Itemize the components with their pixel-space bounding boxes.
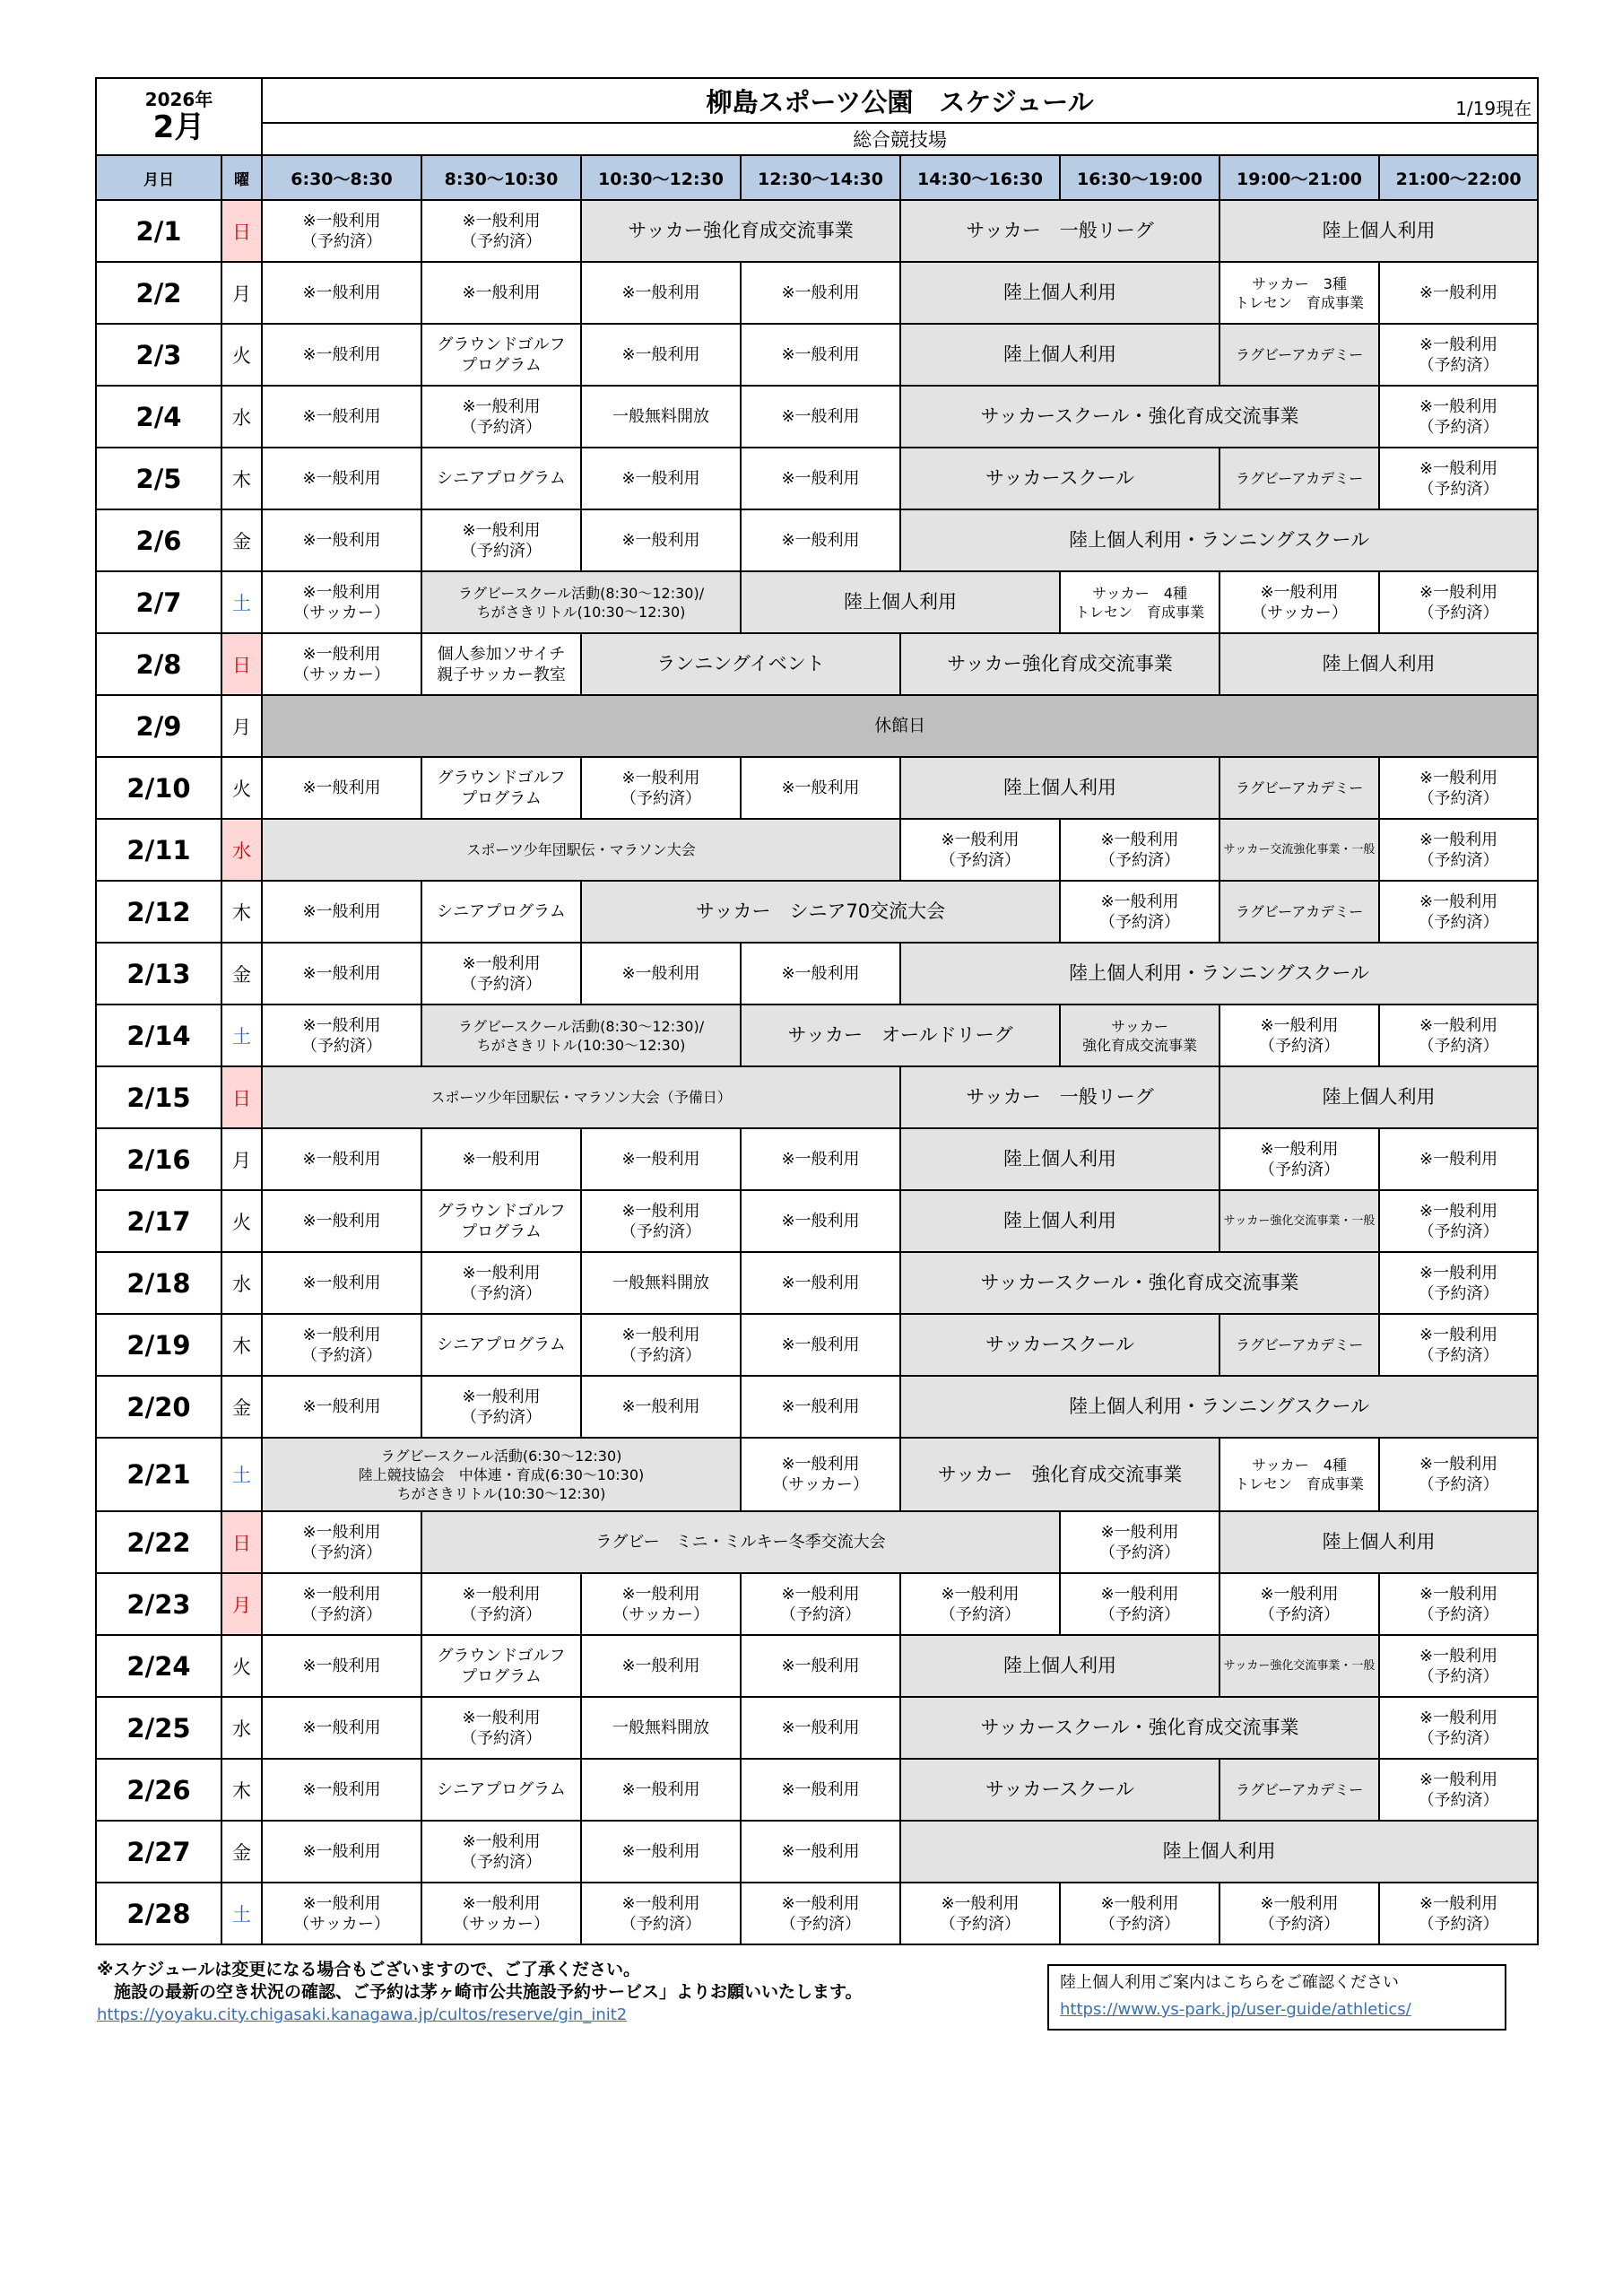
schedule-cell: ※一般利用 （予約済）	[900, 1573, 1060, 1635]
schedule-cell: ※一般利用 （予約済）	[1060, 1883, 1219, 1944]
schedule-cell: ※一般利用 （予約済）	[581, 1314, 741, 1376]
schedule-cell: ※一般利用 （予約済）	[1379, 1004, 1538, 1066]
row-day-of-week: 水	[221, 819, 262, 881]
schedule-cell: ※一般利用 （サッカー）	[741, 1438, 900, 1511]
row-day-of-week: 火	[221, 1635, 262, 1697]
schedule-cell: ※一般利用 （予約済）	[1379, 819, 1538, 881]
title-cell	[262, 78, 1538, 123]
row-date: 2/5	[96, 448, 221, 509]
schedule-cell: 一般無料開放	[581, 1252, 741, 1314]
schedule-cell: 陸上個人利用	[900, 1190, 1219, 1252]
schedule-cell: ラグビーアカデミー	[1219, 1759, 1379, 1821]
schedule-cell: ※一般利用 （予約済）	[741, 1573, 900, 1635]
schedule-cell: ラグビースクール活動(6:30～12:30) 陸上競技協会 中体連・育成(6:30～10:30) ちがさきリトル(10:30～12:30)	[262, 1438, 741, 1511]
schedule-cell: ※一般利用 （予約済）	[581, 757, 741, 819]
schedule-cell: シニアプログラム	[421, 448, 581, 509]
schedule-cell: ※一般利用 （予約済）	[581, 1190, 741, 1252]
schedule-cell: ※一般利用 （サッカー）	[262, 1883, 421, 1944]
schedule-cell: スポーツ少年団駅伝・マラソン大会（予備日）	[262, 1066, 900, 1128]
closed-day-cell: 休館日	[262, 695, 1538, 757]
schedule-cell: ラグビーアカデミー	[1219, 757, 1379, 819]
schedule-cell: ※一般利用 （予約済）	[1379, 757, 1538, 819]
row-date: 2/28	[96, 1883, 221, 1944]
row-date: 2/4	[96, 386, 221, 448]
schedule-cell: シニアプログラム	[421, 1314, 581, 1376]
table-row	[96, 1314, 1538, 1376]
row-date: 2/6	[96, 509, 221, 571]
row-date: 2/20	[96, 1376, 221, 1438]
schedule-cell: ※一般利用	[262, 509, 421, 571]
row-day-of-week: 火	[221, 1190, 262, 1252]
row-day-of-week: 月	[221, 1573, 262, 1635]
table-row	[96, 571, 1538, 633]
table-row	[96, 1190, 1538, 1252]
row-date: 2/1	[96, 200, 221, 262]
table-row	[96, 943, 1538, 1004]
row-date: 2/11	[96, 819, 221, 881]
table-row	[96, 386, 1538, 448]
schedule-cell: ※一般利用 （予約済）	[421, 1573, 581, 1635]
table-row	[96, 200, 1538, 262]
row-day-of-week: 金	[221, 943, 262, 1004]
schedule-cell: ※一般利用 （予約済）	[1060, 1511, 1219, 1573]
column-header-slot: 6:30～8:30	[262, 155, 421, 200]
schedule-cell: 陸上個人利用	[1219, 200, 1538, 262]
month-label: 2月	[152, 109, 205, 145]
schedule-cell: グラウンドゴルフ プログラム	[421, 1635, 581, 1697]
schedule-cell: ※一般利用 （予約済）	[1379, 1314, 1538, 1376]
schedule-cell: 陸上個人利用	[900, 1128, 1219, 1190]
schedule-cell: ※一般利用 （予約済）	[421, 1376, 581, 1438]
schedule-table	[95, 77, 1539, 1945]
table-row	[96, 324, 1538, 386]
schedule-cell: ※一般利用 （予約済）	[581, 1883, 741, 1944]
schedule-sheet	[95, 77, 1537, 1945]
schedule-cell: サッカー強化交流事業・一般	[1219, 1635, 1379, 1697]
schedule-cell: ※一般利用 （予約済）	[262, 1573, 421, 1635]
schedule-cell: ※一般利用	[741, 1252, 900, 1314]
notes-section	[97, 1959, 994, 2026]
schedule-body	[96, 200, 1538, 1944]
schedule-cell: 陸上個人利用	[900, 1821, 1538, 1883]
schedule-cell: ※一般利用 （予約済）	[1219, 1573, 1379, 1635]
schedule-cell: ※一般利用 （予約済）	[1379, 1759, 1538, 1821]
schedule-cell: サッカースクール・強化育成交流事業	[900, 386, 1379, 448]
row-day-of-week: 土	[221, 571, 262, 633]
schedule-cell: ラグビーアカデミー	[1219, 448, 1379, 509]
schedule-cell: ※一般利用 （予約済）	[1379, 386, 1538, 448]
schedule-cell: ※一般利用	[741, 1128, 900, 1190]
schedule-cell: サッカースクール・強化育成交流事業	[900, 1697, 1379, 1759]
schedule-cell: ※一般利用 （サッカー）	[581, 1573, 741, 1635]
table-row	[96, 509, 1538, 571]
row-date: 2/14	[96, 1004, 221, 1066]
table-row	[96, 1635, 1538, 1697]
row-day-of-week: 金	[221, 1821, 262, 1883]
schedule-cell: ※一般利用 （予約済）	[421, 1252, 581, 1314]
row-date: 2/15	[96, 1066, 221, 1128]
schedule-cell: ※一般利用 （サッカー）	[262, 633, 421, 695]
row-date: 2/8	[96, 633, 221, 695]
schedule-cell: グラウンドゴルフ プログラム	[421, 757, 581, 819]
row-day-of-week: 月	[221, 1128, 262, 1190]
schedule-cell: ※一般利用	[741, 1376, 900, 1438]
schedule-cell: ※一般利用	[262, 262, 421, 324]
schedule-cell: サッカー 強化育成交流事業	[900, 1438, 1219, 1511]
row-date: 2/13	[96, 943, 221, 1004]
schedule-cell: ラグビーアカデミー	[1219, 881, 1379, 943]
row-date: 2/10	[96, 757, 221, 819]
schedule-cell: ※一般利用	[262, 1697, 421, 1759]
schedule-cell: 陸上個人利用・ランニングスクール	[900, 509, 1538, 571]
schedule-cell: ※一般利用	[581, 262, 741, 324]
schedule-cell: 一般無料開放	[581, 386, 741, 448]
page-title: 柳島スポーツ公園 スケジュール	[706, 86, 1094, 117]
column-header-date: 月日	[96, 155, 221, 200]
row-date: 2/19	[96, 1314, 221, 1376]
as-of-date: 1/19現在	[1455, 98, 1532, 119]
table-row	[96, 633, 1538, 695]
schedule-cell: ※一般利用	[581, 1821, 741, 1883]
row-day-of-week: 土	[221, 1883, 262, 1944]
schedule-cell: 一般無料開放	[581, 1697, 741, 1759]
schedule-cell: ※一般利用 （予約済）	[421, 1697, 581, 1759]
schedule-cell: サッカー シニア70交流大会	[581, 881, 1060, 943]
schedule-cell: シニアプログラム	[421, 881, 581, 943]
table-row	[96, 1128, 1538, 1190]
schedule-cell: サッカー オールドリーグ	[741, 1004, 1060, 1066]
schedule-cell: サッカースクール	[900, 1314, 1219, 1376]
schedule-cell: サッカー 3種 トレセン 育成事業	[1219, 262, 1379, 324]
schedule-cell: ※一般利用 （予約済）	[421, 509, 581, 571]
schedule-cell: ※一般利用	[581, 324, 741, 386]
note-line-2: 施設の最新の空き状況の確認、ご予約は茅ヶ崎市公共施設予約サービス」よりお願いいたします。	[97, 1982, 863, 2002]
schedule-cell: ※一般利用	[741, 757, 900, 819]
schedule-cell: ※一般利用	[741, 1635, 900, 1697]
table-row	[96, 1004, 1538, 1066]
schedule-cell: サッカー 一般リーグ	[900, 200, 1219, 262]
schedule-cell: ※一般利用 （予約済）	[1379, 571, 1538, 633]
athletics-info-link[interactable]: https://www.ys-park.jp/user-guide/athletics/	[1060, 2000, 1411, 2019]
schedule-cell: ※一般利用	[421, 262, 581, 324]
schedule-cell: ※一般利用	[262, 1252, 421, 1314]
schedule-cell: ラグビー ミニ・ミルキー冬季交流大会	[421, 1511, 1060, 1573]
row-day-of-week: 水	[221, 386, 262, 448]
schedule-cell: ※一般利用	[741, 509, 900, 571]
row-day-of-week: 水	[221, 1252, 262, 1314]
table-row	[96, 1883, 1538, 1944]
table-row	[96, 1821, 1538, 1883]
schedule-cell: ※一般利用	[262, 1635, 421, 1697]
schedule-cell: 陸上個人利用	[900, 1635, 1219, 1697]
row-day-of-week: 水	[221, 1697, 262, 1759]
schedule-cell: ※一般利用	[741, 448, 900, 509]
schedule-cell: ラグビースクール活動(8:30～12:30)/ ちがさきリトル(10:30～12:30)	[421, 571, 741, 633]
schedule-cell: シニアプログラム	[421, 1759, 581, 1821]
schedule-cell: ※一般利用 （予約済）	[421, 386, 581, 448]
row-date: 2/26	[96, 1759, 221, 1821]
row-date: 2/27	[96, 1821, 221, 1883]
schedule-cell: 陸上個人利用	[1219, 633, 1538, 695]
schedule-cell: サッカー交流強化事業・一般	[1219, 819, 1379, 881]
schedule-cell: ※一般利用 （予約済）	[1379, 1883, 1538, 1944]
schedule-cell: 陸上個人利用	[1219, 1511, 1538, 1573]
row-day-of-week: 月	[221, 695, 262, 757]
schedule-cell: ※一般利用	[741, 1190, 900, 1252]
row-day-of-week: 木	[221, 1314, 262, 1376]
schedule-cell: ※一般利用 （予約済）	[1379, 1635, 1538, 1697]
row-date: 2/18	[96, 1252, 221, 1314]
row-day-of-week: 木	[221, 881, 262, 943]
column-header-slot: 21:00～22:00	[1379, 155, 1538, 200]
year-label: 2026年	[144, 89, 213, 110]
schedule-cell: ※一般利用	[262, 448, 421, 509]
row-day-of-week: 火	[221, 757, 262, 819]
column-header-slot: 8:30～10:30	[421, 155, 581, 200]
schedule-cell: ※一般利用	[1379, 262, 1538, 324]
column-header-slot: 16:30～19:00	[1060, 155, 1219, 200]
schedule-cell: 陸上個人利用	[1219, 1066, 1538, 1128]
row-date: 2/24	[96, 1635, 221, 1697]
schedule-cell: ※一般利用	[581, 1635, 741, 1697]
schedule-cell: ※一般利用 （サッカー）	[1219, 571, 1379, 633]
row-day-of-week: 日	[221, 200, 262, 262]
schedule-cell: ※一般利用 （予約済）	[1379, 324, 1538, 386]
schedule-cell: ※一般利用 （予約済）	[1379, 1697, 1538, 1759]
schedule-cell: ※一般利用 （予約済）	[262, 1314, 421, 1376]
schedule-cell: ※一般利用 （予約済）	[421, 943, 581, 1004]
schedule-cell: サッカースクール	[900, 448, 1219, 509]
schedule-cell: ※一般利用 （予約済）	[1379, 881, 1538, 943]
schedule-cell: ※一般利用	[741, 1759, 900, 1821]
table-row	[96, 1573, 1538, 1635]
schedule-cell: ※一般利用 （予約済）	[1219, 1128, 1379, 1190]
row-day-of-week: 土	[221, 1004, 262, 1066]
schedule-cell: ※一般利用 （予約済）	[1219, 1004, 1379, 1066]
table-row	[96, 1697, 1538, 1759]
schedule-cell: ※一般利用	[262, 757, 421, 819]
schedule-cell: ※一般利用	[262, 1190, 421, 1252]
schedule-cell: ※一般利用	[741, 1821, 900, 1883]
schedule-cell: ※一般利用	[581, 1759, 741, 1821]
schedule-cell: サッカースクール	[900, 1759, 1219, 1821]
schedule-cell: ※一般利用	[262, 943, 421, 1004]
schedule-cell: ※一般利用	[262, 1376, 421, 1438]
schedule-cell: ※一般利用 （予約済）	[421, 1821, 581, 1883]
row-date: 2/12	[96, 881, 221, 943]
row-day-of-week: 火	[221, 324, 262, 386]
schedule-cell: サッカー強化育成交流事業	[900, 633, 1219, 695]
schedule-cell: ※一般利用 （予約済）	[1379, 1438, 1538, 1511]
schedule-cell: ※一般利用 （予約済）	[741, 1883, 900, 1944]
schedule-cell: スポーツ少年団駅伝・マラソン大会	[262, 819, 900, 881]
schedule-cell: ※一般利用 （予約済）	[900, 819, 1060, 881]
schedule-cell: ※一般利用	[581, 1128, 741, 1190]
table-row	[96, 881, 1538, 943]
schedule-cell: 陸上個人利用	[900, 262, 1219, 324]
schedule-cell: ※一般利用	[741, 386, 900, 448]
schedule-cell: ※一般利用	[581, 1376, 741, 1438]
row-day-of-week: 木	[221, 448, 262, 509]
schedule-cell: ※一般利用	[581, 943, 741, 1004]
row-day-of-week: 土	[221, 1438, 262, 1511]
schedule-cell: ※一般利用	[262, 324, 421, 386]
column-header-slot: 10:30～12:30	[581, 155, 741, 200]
athletics-info-text: 陸上個人利用ご案内はこちらをご確認ください	[1060, 1973, 1399, 1992]
schedule-cell: ※一般利用	[741, 1697, 900, 1759]
schedule-cell: 陸上個人利用・ランニングスクール	[900, 943, 1538, 1004]
schedule-cell: 陸上個人利用	[741, 571, 1060, 633]
schedule-cell: ※一般利用	[741, 1314, 900, 1376]
column-header-slot: 14:30～16:30	[900, 155, 1060, 200]
row-date: 2/7	[96, 571, 221, 633]
schedule-cell: サッカー強化交流事業・一般	[1219, 1190, 1379, 1252]
schedule-cell: ※一般利用	[581, 448, 741, 509]
schedule-cell: ※一般利用	[421, 1128, 581, 1190]
schedule-cell: ※一般利用 （サッカー）	[421, 1883, 581, 1944]
schedule-cell: ※一般利用 （予約済）	[1379, 1573, 1538, 1635]
row-date: 2/21	[96, 1438, 221, 1511]
schedule-cell: ランニングイベント	[581, 633, 900, 695]
table-row	[96, 1511, 1538, 1573]
schedule-cell: ※一般利用 （予約済）	[1219, 1883, 1379, 1944]
row-day-of-week: 金	[221, 1376, 262, 1438]
schedule-cell: ※一般利用 （予約済）	[421, 200, 581, 262]
schedule-cell: ※一般利用 （予約済）	[900, 1883, 1060, 1944]
schedule-cell: ※一般利用	[581, 509, 741, 571]
schedule-cell: ラグビーアカデミー	[1219, 1314, 1379, 1376]
schedule-cell: ※一般利用	[741, 262, 900, 324]
schedule-cell: ※一般利用 （予約済）	[1060, 819, 1219, 881]
table-row	[96, 819, 1538, 881]
row-date: 2/9	[96, 695, 221, 757]
schedule-cell: ※一般利用	[262, 881, 421, 943]
schedule-cell: ※一般利用	[262, 1759, 421, 1821]
schedule-cell: ※一般利用	[262, 1128, 421, 1190]
schedule-cell: サッカー強化育成交流事業	[581, 200, 900, 262]
row-day-of-week: 日	[221, 1511, 262, 1573]
row-day-of-week: 日	[221, 633, 262, 695]
table-row	[96, 757, 1538, 819]
row-date: 2/25	[96, 1697, 221, 1759]
table-row	[96, 1252, 1538, 1314]
row-date: 2/22	[96, 1511, 221, 1573]
row-day-of-week: 日	[221, 1066, 262, 1128]
schedule-cell: サッカー 強化育成交流事業	[1060, 1004, 1219, 1066]
year-month-cell	[96, 78, 262, 155]
table-row	[96, 1759, 1538, 1821]
column-header-dow: 曜	[221, 155, 262, 200]
schedule-cell: ※一般利用 （予約済）	[1060, 881, 1219, 943]
table-row	[96, 448, 1538, 509]
schedule-cell: 陸上個人利用	[900, 324, 1219, 386]
athletics-info-box	[1047, 1964, 1506, 2031]
schedule-cell: ※一般利用	[741, 943, 900, 1004]
schedule-cell: ※一般利用 （予約済）	[1379, 448, 1538, 509]
row-day-of-week: 金	[221, 509, 262, 571]
schedule-cell: ※一般利用 （予約済）	[262, 1004, 421, 1066]
table-row	[96, 1376, 1538, 1438]
schedule-cell: 陸上個人利用・ランニングスクール	[900, 1376, 1538, 1438]
schedule-cell: ※一般利用 （予約済）	[262, 200, 421, 262]
reservation-link[interactable]: https://yoyaku.city.chigasaki.kanagawa.jp/cultos/reserve/gin_init2	[97, 2005, 628, 2024]
table-row	[96, 695, 1538, 757]
schedule-cell: サッカー 4種 トレセン 育成事業	[1219, 1438, 1379, 1511]
venue-label: 総合競技場	[262, 123, 1538, 155]
row-day-of-week: 木	[221, 1759, 262, 1821]
schedule-cell: グラウンドゴルフ プログラム	[421, 1190, 581, 1252]
table-row	[96, 1438, 1538, 1511]
schedule-cell: ※一般利用 （予約済）	[1379, 1252, 1538, 1314]
row-date: 2/2	[96, 262, 221, 324]
row-date: 2/16	[96, 1128, 221, 1190]
row-day-of-week: 月	[221, 262, 262, 324]
schedule-cell: ※一般利用 （サッカー）	[262, 571, 421, 633]
schedule-cell: ※一般利用 （予約済）	[1379, 1190, 1538, 1252]
schedule-cell: ※一般利用	[262, 386, 421, 448]
schedule-cell: サッカー 4種 トレセン 育成事業	[1060, 571, 1219, 633]
column-header-slot: 12:30～14:30	[741, 155, 900, 200]
schedule-cell: サッカー 一般リーグ	[900, 1066, 1219, 1128]
schedule-cell: ※一般利用	[741, 324, 900, 386]
schedule-cell: ※一般利用	[262, 1821, 421, 1883]
column-header-row	[96, 155, 1538, 200]
schedule-cell: グラウンドゴルフ プログラム	[421, 324, 581, 386]
schedule-cell: ラグビースクール活動(8:30～12:30)/ ちがさきリトル(10:30～12:30)	[421, 1004, 741, 1066]
schedule-cell: ※一般利用 （予約済）	[1060, 1573, 1219, 1635]
row-date: 2/3	[96, 324, 221, 386]
schedule-cell: ※一般利用 （予約済）	[262, 1511, 421, 1573]
row-date: 2/17	[96, 1190, 221, 1252]
schedule-cell: 個人参加ソサイチ 親子サッカー教室	[421, 633, 581, 695]
note-line-1: ※スケジュールは変更になる場合もございますので、ご了承ください。	[97, 1960, 640, 1979]
schedule-cell: 陸上個人利用	[900, 757, 1219, 819]
schedule-cell: ラグビーアカデミー	[1219, 324, 1379, 386]
column-header-slot: 19:00～21:00	[1219, 155, 1379, 200]
schedule-cell: ※一般利用	[1379, 1128, 1538, 1190]
row-date: 2/23	[96, 1573, 221, 1635]
table-row	[96, 262, 1538, 324]
table-row	[96, 1066, 1538, 1128]
schedule-cell: サッカースクール・強化育成交流事業	[900, 1252, 1379, 1314]
